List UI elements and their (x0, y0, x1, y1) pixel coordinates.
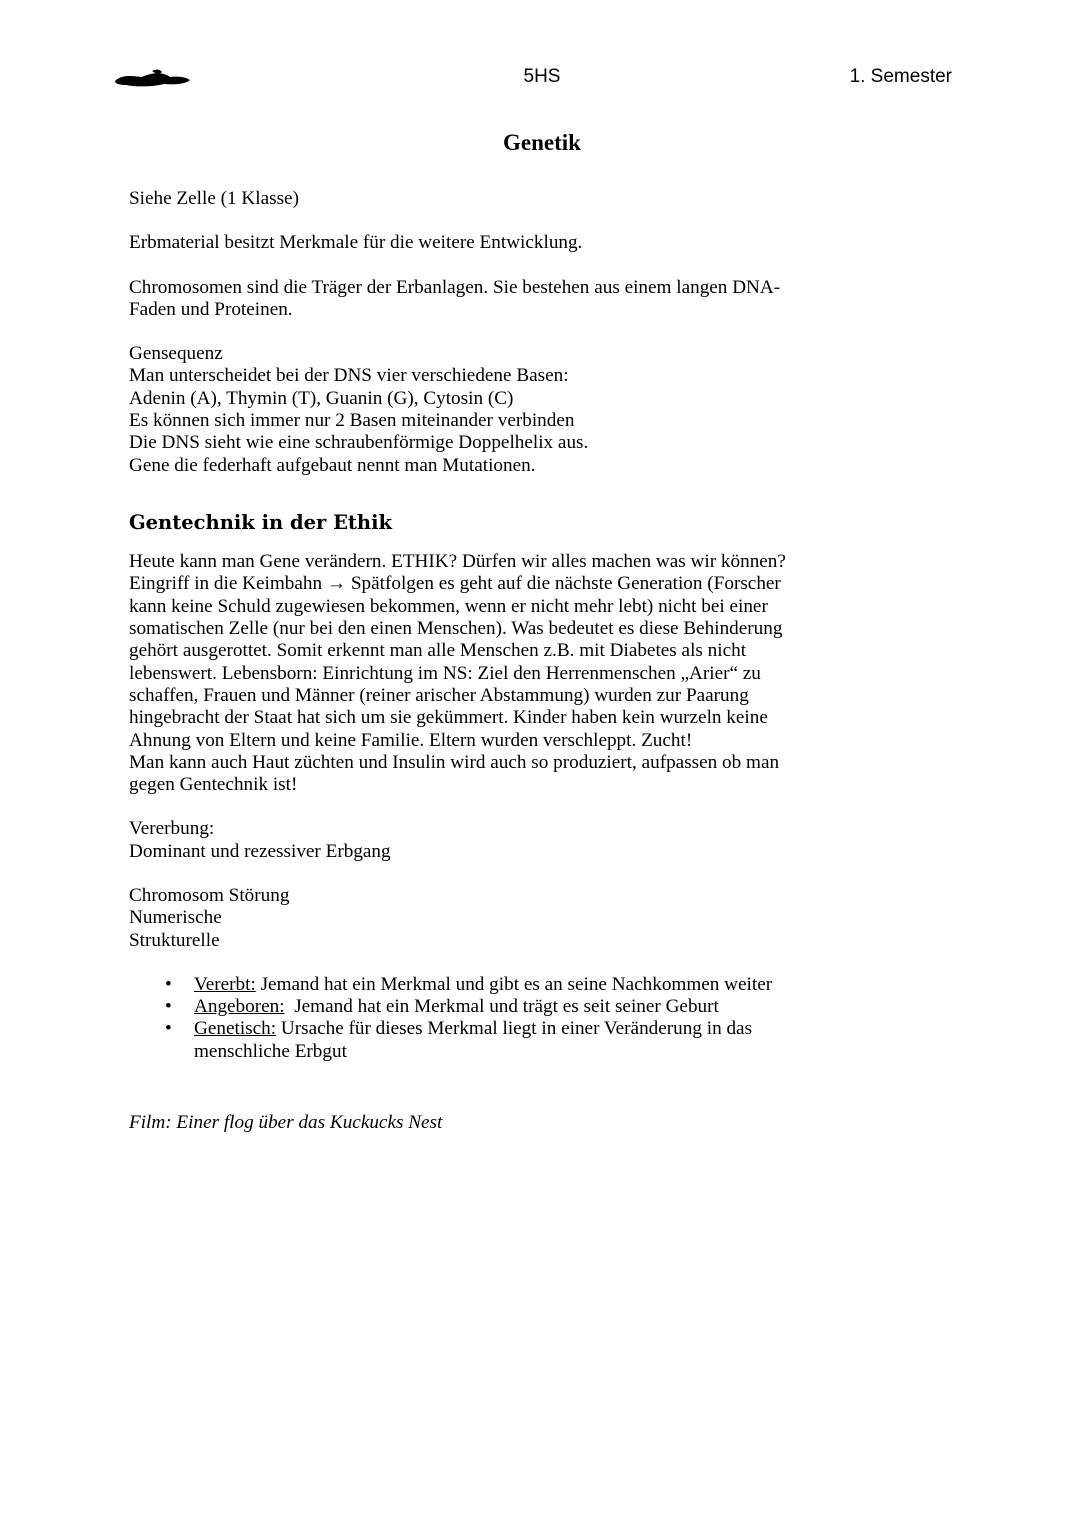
text-line: Faden und Proteinen. (129, 298, 293, 320)
text-line: kann keine Schuld zugewiesen bekommen, wenn er nicht mehr lebt) nicht bei einer (129, 595, 768, 617)
text-line: Eingriff in die Keimbahn → Spätfolgen es geht auf die nächste Generation (Forscher (129, 573, 781, 595)
list-item (165, 1018, 949, 1063)
gensequenz-paragraph (129, 343, 949, 477)
erbmaterial-paragraph: Erbmaterial besitzt Merkmale für die weitere Entwicklung. (129, 232, 583, 254)
text-line: hingebracht der Staat hat sich um sie gekümmert. Kinder haben kein wurzeln keine (129, 707, 768, 729)
list-item (165, 996, 949, 1018)
term-vererbt: Vererbt: (194, 973, 256, 995)
chromosomen-paragraph (129, 277, 949, 322)
text-line: Gene die federhaft aufgebaut nennt man Mutationen. (129, 454, 536, 476)
definition-continuation: menschliche Erbgut (194, 1040, 347, 1062)
definition-list (129, 974, 949, 1063)
text-line: schaffen, Frauen und Männer (reiner arischer Abstammung) wurden zur Paarung (129, 684, 749, 706)
text-line: Heute kann man Gene verändern. ETHIK? Dürfen wir alles machen was wir können? (129, 551, 786, 573)
text-line: lebenswert. Lebensborn: Einrichtung im NS: Ziel den Herrenmenschen „Arier“ zu (129, 662, 761, 684)
ethik-heading: Gentechnik in der Ethik (129, 510, 393, 534)
gensequenz-heading: Gensequenz (129, 343, 223, 365)
text-line: Chromosom Störung (129, 885, 290, 906)
definition-text: Ursache für dieses Merkmal liegt in einer Veränderung in das (276, 1018, 753, 1040)
text-line: Chromosomen sind die Träger der Erbanlagen. Sie bestehen aus einem langen DNA- (129, 276, 781, 298)
text-line: Strukturelle (129, 929, 220, 951)
text-line: Adenin (A), Thymin (T), Guanin (G), Cytosin (C) (129, 387, 514, 409)
text-line: Man unterscheidet bei der DNS vier verschiedene Basen: (129, 365, 569, 387)
list-item (165, 974, 949, 996)
text-line: somatischen Zelle (nur bei den einen Menschen). Was bedeutet es diese Behinderung (129, 618, 783, 640)
text-line: Ahnung von Eltern und keine Familie. Eltern wurden verschleppt. Zucht! (129, 729, 693, 751)
page-header (112, 66, 952, 94)
bullet-icon: • (165, 973, 172, 995)
document-body (129, 128, 949, 1134)
definition-text: Jemand hat ein Merkmal und gibt es an seine Nachkommen weiter (255, 973, 773, 995)
film-reference: Film: Einer flog über das Kuckucks Nest (129, 1112, 443, 1134)
text-line: gehört ausgerottet. Somit erkennt man alle Menschen z.B. mit Diabetes als nicht (129, 640, 747, 662)
vererbung-paragraph (129, 818, 949, 863)
ethik-paragraph (129, 551, 949, 796)
definition-text: Jemand hat ein Merkmal und trägt es seit seiner Geburt (284, 996, 719, 1018)
intro-paragraph: Siehe Zelle (1 Klasse) (129, 188, 299, 209)
text-line: Vererbung: (129, 818, 215, 840)
bullet-icon: • (165, 996, 172, 1018)
text-line: Numerische (129, 907, 222, 929)
bullet-icon: • (165, 1018, 172, 1040)
text-line: Man kann auch Haut züchten und Insulin wird auch so produziert, aufpassen ob man (129, 751, 780, 773)
text-line: Dominant und rezessiver Erbgang (129, 840, 391, 862)
text-line: Es können sich immer nur 2 Basen miteinander verbinden (129, 410, 575, 432)
chromosom-stoerung-paragraph (129, 885, 949, 952)
text-line: gegen Gentechnik ist! (129, 774, 298, 796)
semester-label: 1. Semester (849, 66, 952, 87)
course-label: 5HS (523, 66, 561, 87)
term-genetisch: Genetisch: (194, 1018, 277, 1040)
page-title: Genetik (503, 130, 581, 155)
text-line: Die DNS sieht wie eine schraubenförmige Doppelhelix aus. (129, 432, 589, 454)
term-angeboren: Angeboren: (194, 996, 285, 1018)
